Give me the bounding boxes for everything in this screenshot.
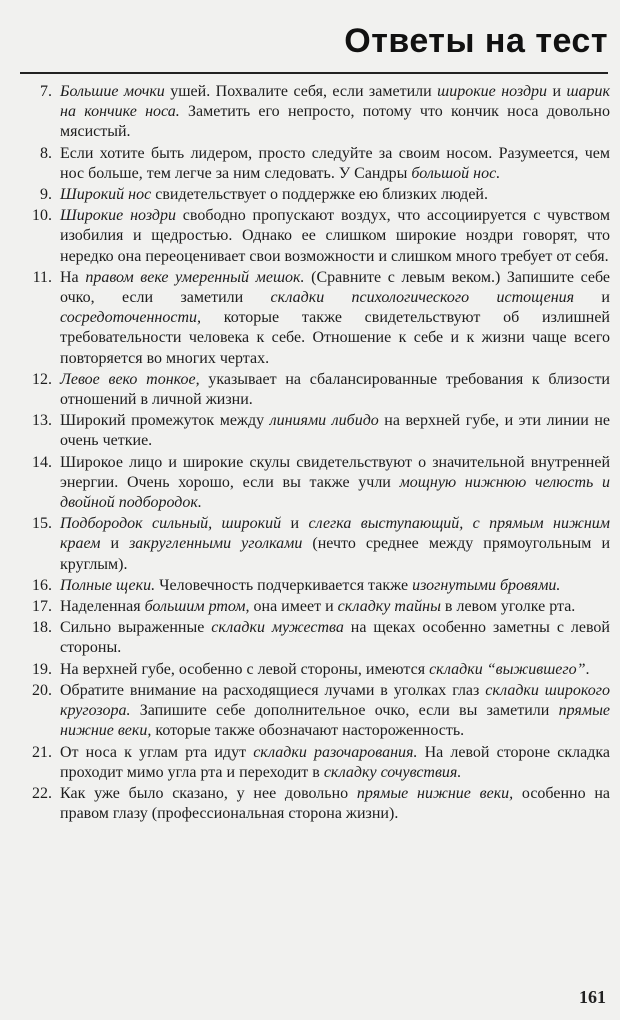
answer-emphasis: складки психологического истощения — [270, 289, 575, 307]
answer-number: 16. — [32, 576, 52, 594]
answer-list — [0, 82, 620, 825]
answer-text: ушей. Похвалите себя, если заметили — [164, 83, 438, 100]
answer-text: Обратите внимание на расходящиеся лучами в уголках глаз — [60, 681, 486, 699]
answer-number: 11. — [32, 268, 52, 286]
answer-number: 15. — [32, 515, 52, 533]
answer-item — [0, 206, 620, 267]
answer-text: Как уже было сказано, у нее довольно — [60, 784, 357, 802]
answer-text: На левой стороне складка проходит мимо угла рта и переходит в — [60, 743, 611, 781]
answer-item — [0, 514, 620, 575]
answer-item — [0, 784, 620, 824]
answer-item — [0, 597, 620, 617]
answer-text: Наделенная — [60, 598, 145, 616]
answer-item — [0, 144, 620, 184]
answer-number: 19. — [32, 660, 52, 678]
answer-item — [0, 743, 620, 783]
answer-text: на верхней губе, и эти линии не очень четкие. — [60, 412, 610, 450]
answer-text: свидетельствует о поддержке ею близких людей. — [151, 186, 488, 204]
answer-text: От носа к углам рта идут — [60, 743, 254, 761]
answer-text: Широкое лицо и широкие скулы свидетельствуют о значительной внутренней энергии. Очень хорошо, если вы также учли — [60, 453, 610, 491]
answer-emphasis: Большие мочки — [60, 83, 165, 100]
answer-number: 9. — [40, 186, 52, 204]
answer-emphasis: прямые нижние веки, — [60, 702, 610, 740]
answer-text: она имеет и — [249, 598, 338, 616]
answer-item — [0, 185, 620, 205]
page-number: 161 — [579, 987, 606, 1007]
page-title: Ответы на тест — [344, 22, 608, 60]
answer-text: Если хотите быть лидером, просто следуйте за своим носом. Разумеется, чем нос больше, тем легче за ним следовать. У Сандры — [60, 144, 610, 182]
answer-number: 8. — [40, 144, 52, 162]
answer-text: свободно пропускают воздух, что ассоциируется с чувством изобилия и щедростью. Однако ее слишком широкие ноздри говорят, что нередко она переоценивает свои возможности и слишком много требует от себя. — [60, 207, 610, 265]
answer-item — [0, 453, 620, 514]
answer-emphasis: прямые нижние веки, — [356, 784, 514, 802]
answer-emphasis: складки разочарования. — [253, 743, 418, 761]
answer-text: Запишите себе дополнительное очко, если вы заметили — [130, 702, 559, 720]
answer-text: Широкий промежуток между — [60, 412, 270, 430]
answer-emphasis: широкие ноздри — [437, 83, 548, 100]
answer-number: 14. — [32, 453, 52, 471]
answer-emphasis: слегка выступающий, с прямым нижним краем — [60, 515, 610, 553]
answer-text: на щеках особенно заметны с левой стороны. — [60, 619, 610, 657]
answer-emphasis: Широкие ноздри — [60, 207, 176, 225]
answer-number: 20. — [32, 681, 52, 699]
answer-text: Заметить его непросто, потому что кончик носа довольно мясистый. — [60, 103, 610, 141]
answer-text: и — [100, 535, 130, 553]
answer-number: 21. — [32, 743, 52, 761]
answer-item — [0, 411, 620, 451]
answer-text: и — [281, 515, 309, 533]
answer-text: указывает на сбалансированные требования к близости отношений в личной жизни. — [60, 370, 610, 409]
answer-item — [0, 576, 620, 596]
answer-emphasis: складки мужества — [211, 619, 344, 637]
answer-emphasis: складку сочувствия. — [323, 763, 462, 781]
answer-text: и — [574, 289, 610, 307]
answer-emphasis: линиями либидо — [269, 412, 379, 430]
answer-text: (нечто среднее между прямоугольным и круглым). — [60, 535, 611, 573]
header-rule — [20, 72, 608, 74]
answer-text: . — [585, 660, 590, 678]
answer-emphasis: мощную нижнюю челюсть и двойной подбородок. — [60, 473, 611, 512]
answer-text: Человечность подчеркивается также — [155, 576, 413, 594]
answer-emphasis: складки широкого кругозора. — [60, 681, 610, 720]
answer-emphasis: Широкий нос — [60, 186, 152, 204]
answer-text: На — [60, 268, 86, 286]
answer-emphasis: Полные щеки. — [60, 576, 156, 594]
answer-number: 17. — [32, 598, 52, 616]
answer-emphasis: складку тайны — [337, 598, 441, 616]
answer-emphasis: закругленными уголками — [129, 535, 303, 553]
answer-number: 18. — [32, 619, 52, 637]
answer-text: которые также обозначают настороженность. — [151, 722, 465, 740]
answer-number: 7. — [40, 83, 52, 100]
answer-emphasis: складки “выжившего” — [429, 660, 586, 678]
answer-item — [0, 82, 620, 143]
answer-number: 10. — [32, 207, 52, 225]
answer-text: Сильно выраженные — [60, 619, 212, 637]
answer-emphasis: большим ртом, — [144, 598, 250, 616]
answer-item — [0, 660, 620, 680]
answer-text: и — [547, 83, 567, 100]
answer-emphasis: Подбородок сильный, широкий — [60, 515, 282, 533]
answer-text: На верхней губе, особенно с левой стороны, имеются — [60, 660, 430, 678]
answer-emphasis: правом веке умеренный мешок. — [85, 268, 305, 286]
page-header — [0, 0, 620, 80]
answer-text: в левом уголке рта. — [440, 598, 576, 616]
answer-item — [0, 618, 620, 658]
answer-item — [0, 268, 620, 369]
answer-emphasis: большой нос. — [411, 164, 501, 182]
answer-item — [0, 681, 620, 742]
answer-emphasis: сосредоточенности, — [60, 309, 202, 327]
answer-number: 12. — [32, 370, 52, 388]
answer-emphasis: Левое веко тонкое, — [60, 370, 200, 388]
answer-number: 13. — [32, 412, 52, 430]
answer-emphasis: шарик на кончике носа. — [60, 83, 611, 121]
answer-text: особенно на правом глазу (профессиональная сторона жизни). — [60, 784, 610, 823]
answer-number: 22. — [32, 784, 52, 802]
answer-item — [0, 370, 620, 410]
answer-text: которые также свидетельствуют об излишней требовательности человека к себе. Отношение к себе и к жизни чаще всего повторяется во многих чертах. — [60, 309, 610, 367]
answer-text: (Сравните с левым веком.) Запишите себе очко, если заметили — [60, 268, 611, 307]
answer-emphasis: изогнутыми бровями. — [412, 576, 561, 594]
